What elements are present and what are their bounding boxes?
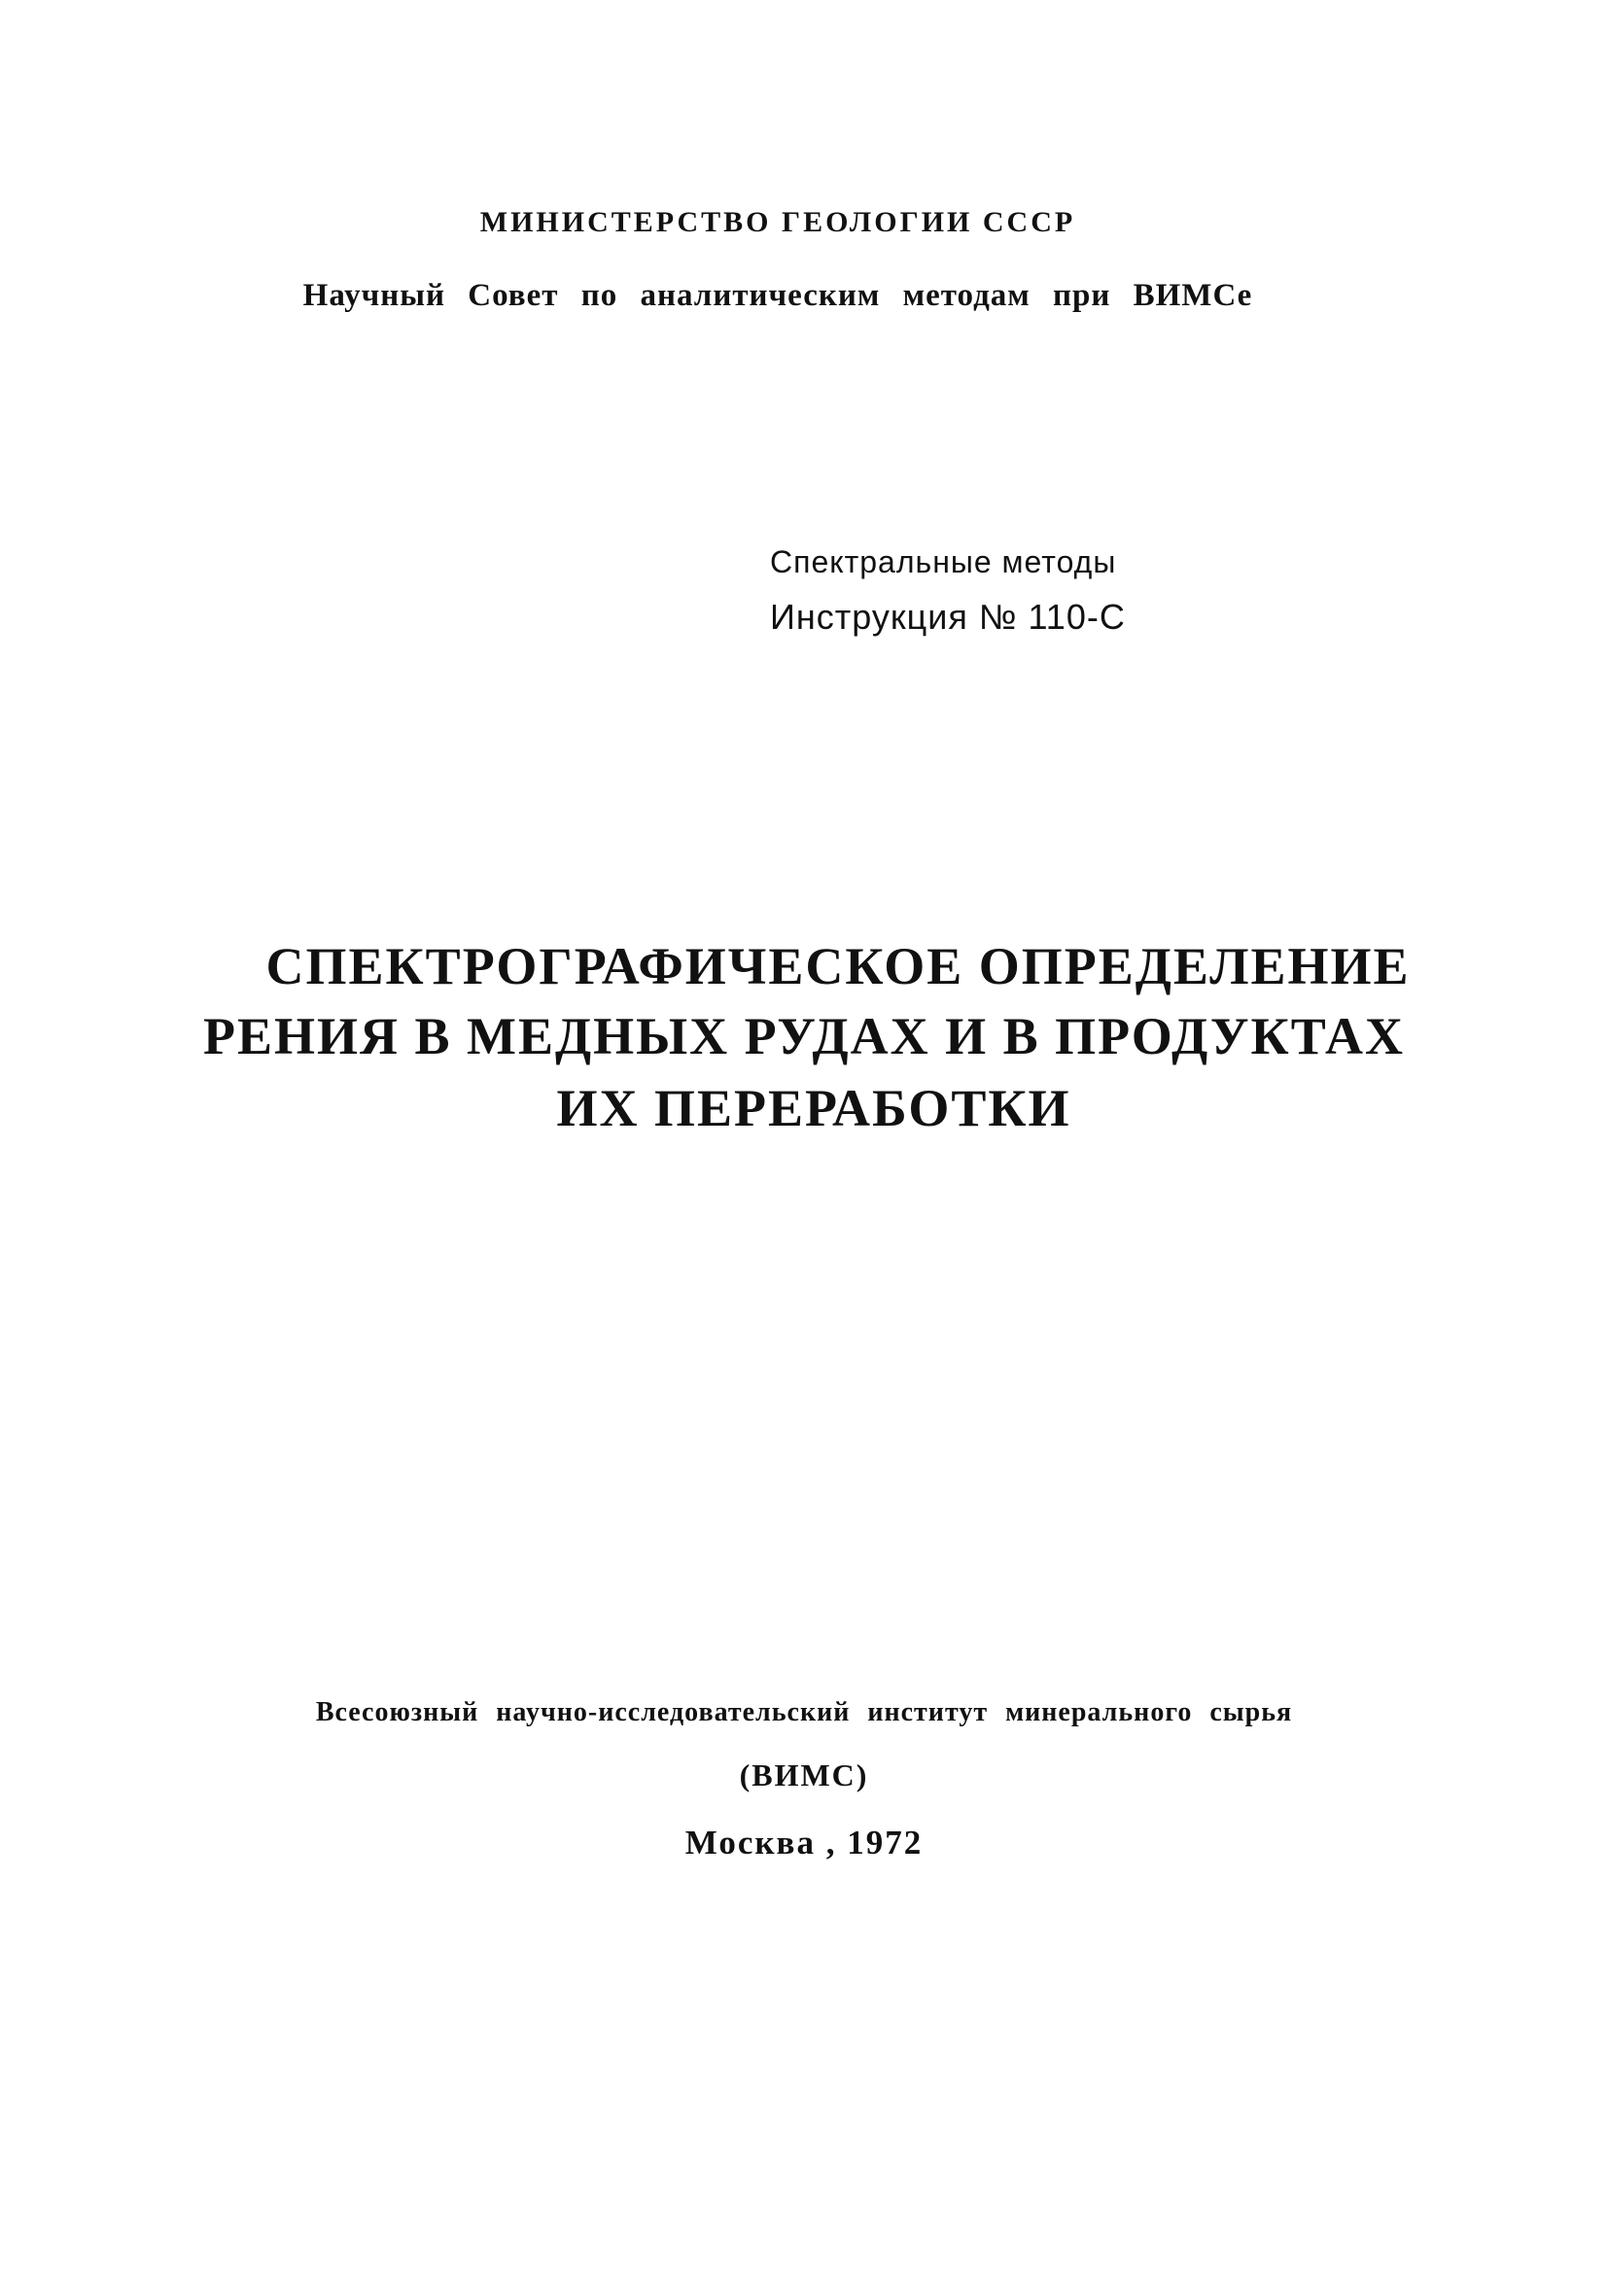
- title-line-3: ИХ ПЕРЕРАБОТКИ: [556, 1079, 1071, 1137]
- council-header: Научный Совет по аналитическим методам при ВИМСе: [302, 278, 1253, 313]
- title-line-1: СПЕКТРОГРАФИЧЕСКОЕ ОПРЕДЕЛЕНИЕ: [265, 937, 1411, 995]
- publisher-abbreviation: (ВИМС): [739, 1757, 869, 1792]
- publisher-institute: Всесоюзный научно-исследовательский институт минерального сырья: [315, 1697, 1293, 1727]
- series-label: Спектральные методы: [770, 544, 1117, 579]
- instruction-number: Инструкция № 110-С: [770, 597, 1126, 637]
- publication-city-year: Москва , 1972: [684, 1824, 924, 1861]
- ministry-header: МИНИСТЕРСТВО ГЕОЛОГИИ СССР: [479, 206, 1076, 238]
- document-title: [0, 931, 1608, 1143]
- title-line-2: РЕНИЯ В МЕДНЫХ РУДАХ И В ПРОДУКТАХ: [202, 1007, 1406, 1065]
